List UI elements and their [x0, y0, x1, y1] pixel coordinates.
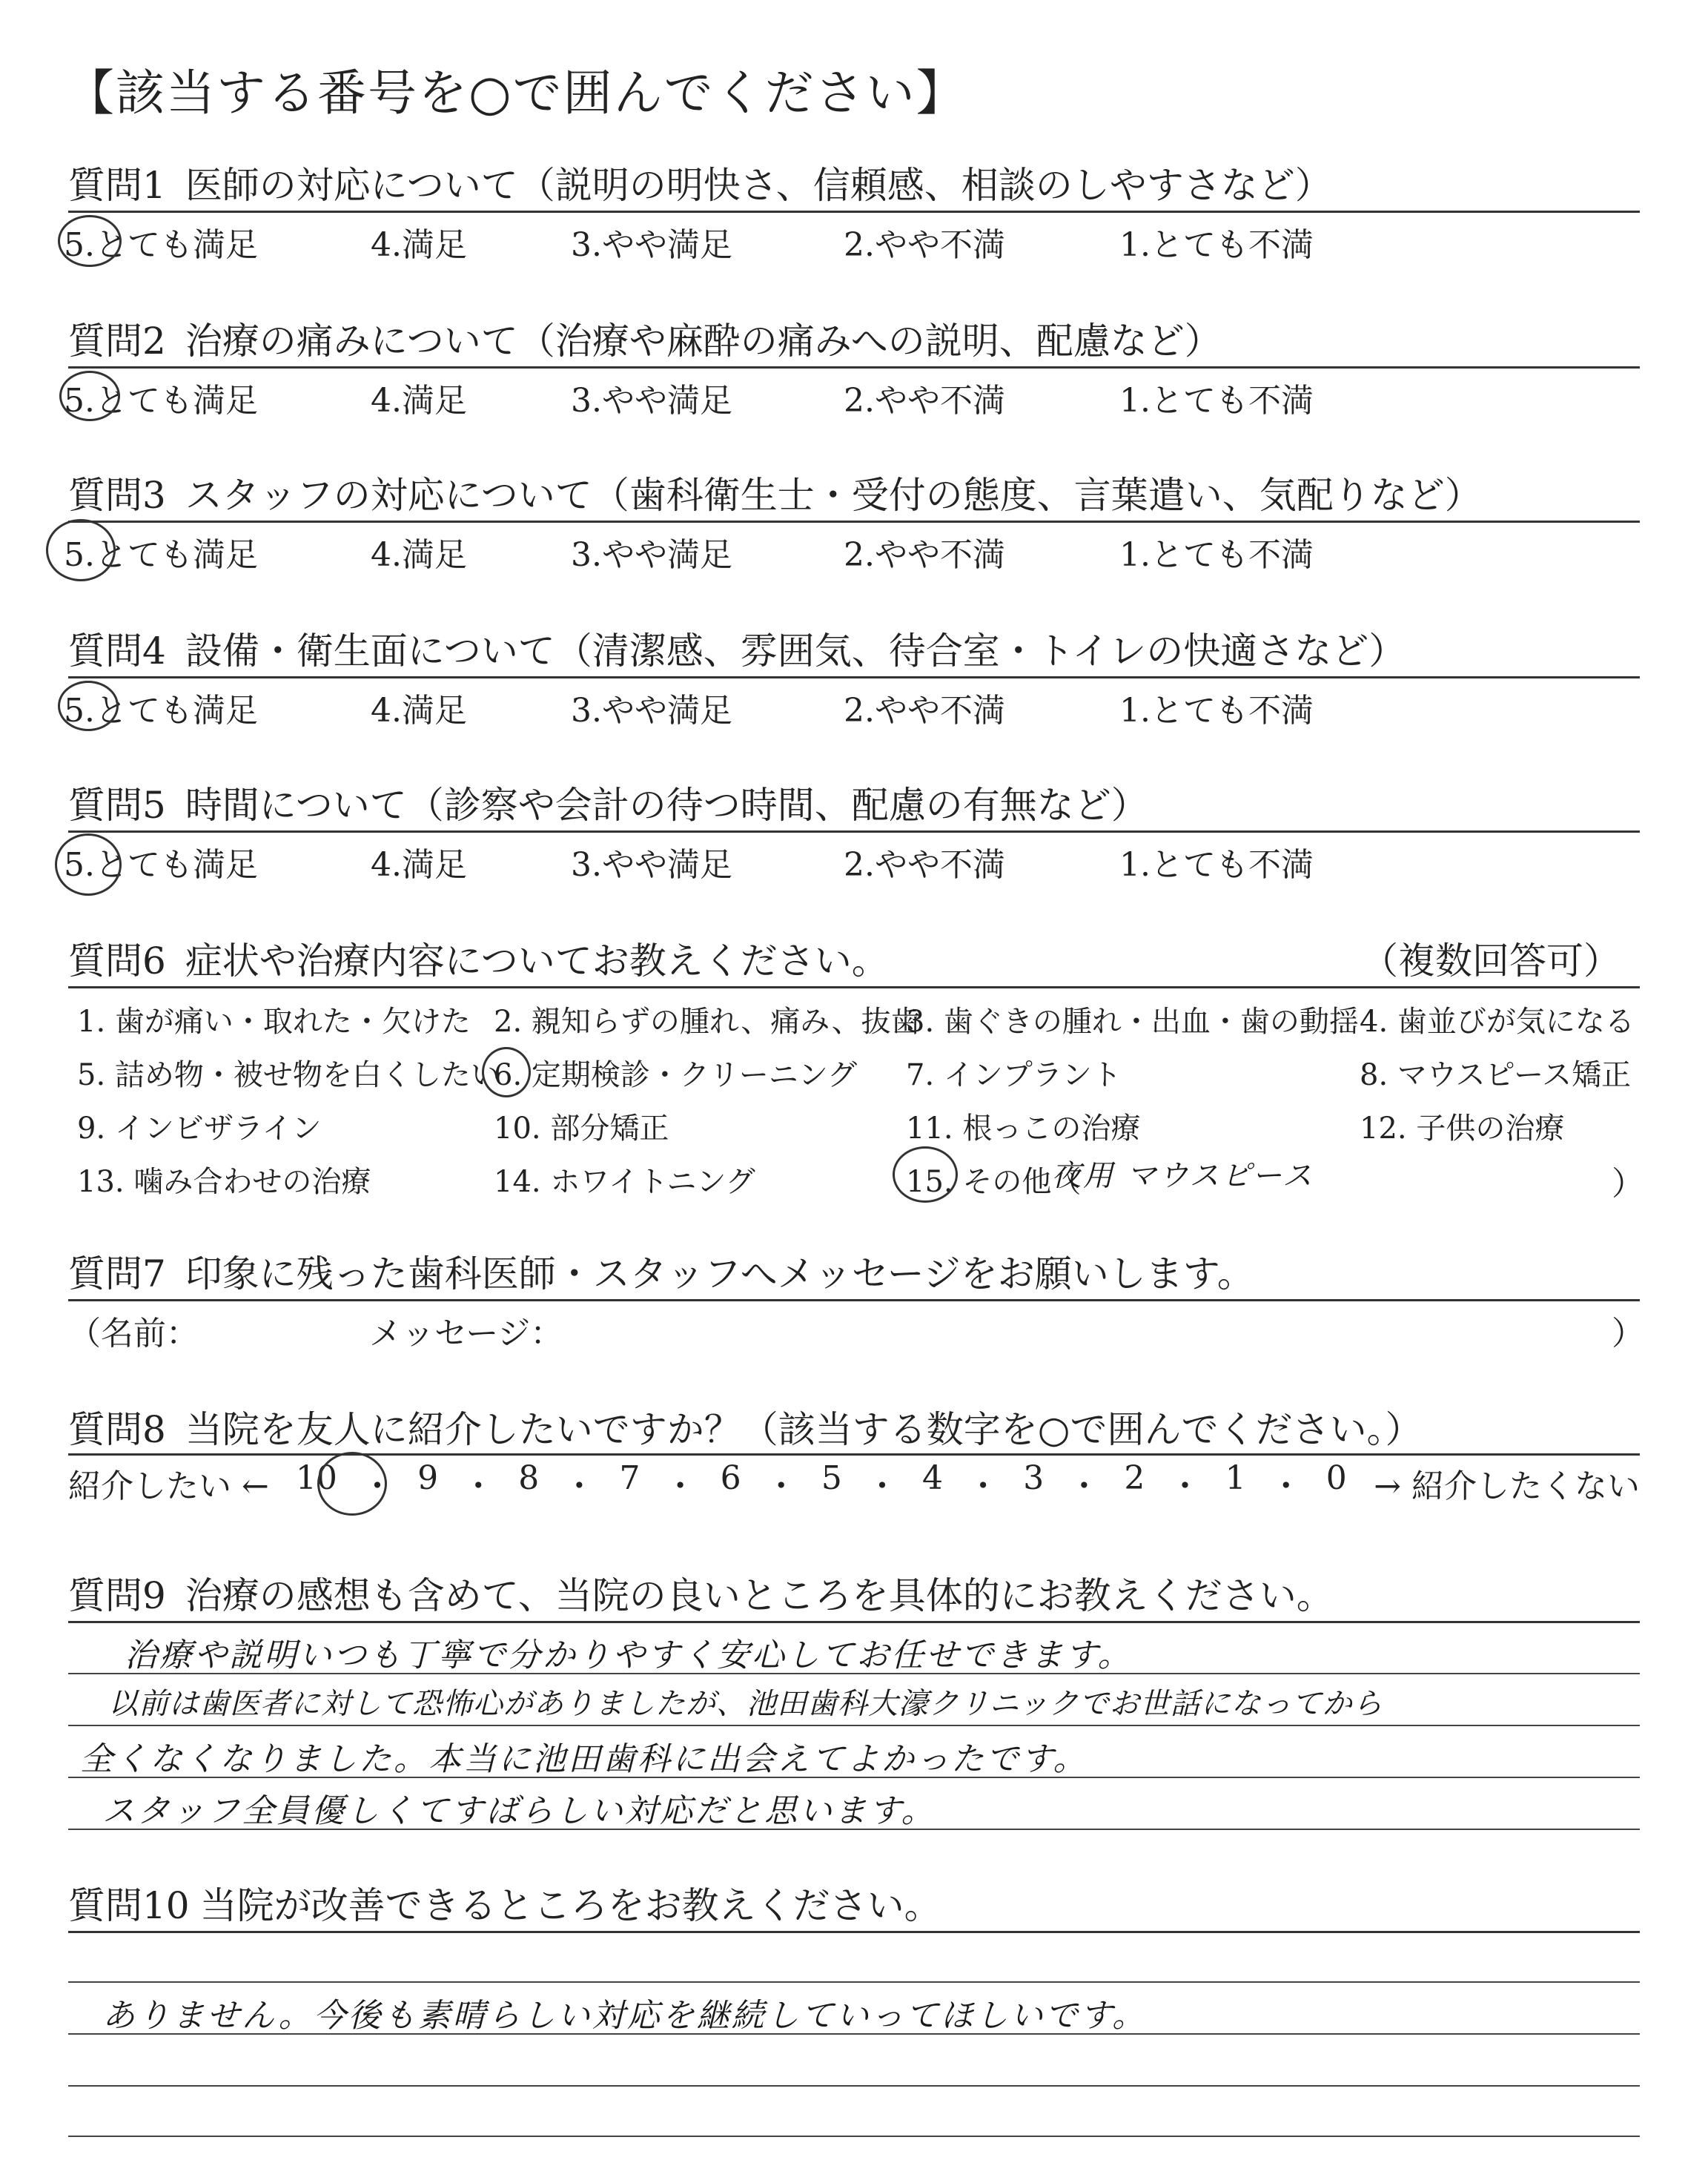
- question-10-line-4: [68, 2136, 1640, 2137]
- question-1-options: [0, 218, 1708, 262]
- question-6-other-answer: 夜用 マウスピース: [1051, 1159, 1314, 1193]
- question-8-scale-number[interactable]: 9: [417, 1459, 439, 1497]
- question-6-title: [68, 931, 889, 985]
- question-6-option[interactable]: 3. 歯ぐきの腫れ・出血・歯の動揺: [906, 1005, 1359, 1039]
- question-8-scale-number[interactable]: 8: [518, 1459, 540, 1497]
- question-8-separator: ・: [1168, 1467, 1202, 1505]
- question-7-text: 印象に残った歯科医師・スタッフへメッセージをお願いします。: [185, 1252, 1254, 1295]
- question-8-scale-number[interactable]: 7: [619, 1459, 640, 1497]
- question-7-rule: [68, 1299, 1640, 1301]
- rating-option[interactable]: 1.とても不満: [1119, 692, 1314, 730]
- question-8-scale-number[interactable]: 2: [1124, 1459, 1145, 1497]
- question-4-title: [68, 621, 1406, 675]
- question-6-option[interactable]: 2. 親知らずの腫れ、痛み、抜歯: [494, 1005, 921, 1039]
- question-7-message-label: メッセージ：: [369, 1315, 563, 1353]
- rating-option[interactable]: 2.やや不満: [844, 382, 1005, 420]
- question-3-rule: [68, 521, 1640, 523]
- question-6-option[interactable]: 9. インビザライン: [77, 1112, 322, 1146]
- question-5-number: 質問5: [68, 784, 166, 827]
- question-8-title: [68, 1400, 1422, 1453]
- rating-option[interactable]: 2.やや不満: [844, 536, 1005, 574]
- rating-option[interactable]: 4.満足: [371, 226, 467, 264]
- question-1-rule: [68, 211, 1640, 213]
- question-3-options: [0, 528, 1708, 572]
- question-2-text: 治療の痛みについて（治療や麻酔の痛みへの説明、配慮など）: [185, 320, 1222, 363]
- question-10-number: 質問10: [68, 1884, 190, 1927]
- question-8-scale-number[interactable]: 3: [1023, 1459, 1045, 1497]
- rating-option[interactable]: 1.とても不満: [1119, 536, 1314, 574]
- question-8-separator: ・: [1068, 1467, 1101, 1505]
- question-9-title: [68, 1566, 1334, 1619]
- question-3-answer-circle: [46, 519, 116, 581]
- question-8-scale-number[interactable]: 5: [821, 1459, 842, 1497]
- question-6-option[interactable]: 6. 定期検診・クリーニング: [494, 1058, 858, 1092]
- question-8-scale-number[interactable]: 0: [1325, 1459, 1347, 1497]
- rating-option[interactable]: 5.とても満足: [64, 692, 258, 730]
- rating-option[interactable]: 1.とても不満: [1119, 226, 1314, 264]
- question-1-number: 質問1: [68, 164, 166, 207]
- question-9-answer-line-2: 以前は歯医者に対して恐怖心がありましたが、池田歯科大濠クリニックでお世話になってから: [108, 1687, 1383, 1721]
- question-2-answer-circle: [59, 371, 120, 421]
- question-5-options: [0, 838, 1708, 882]
- question-8-number: 質問8: [68, 1408, 166, 1451]
- question-7-number: 質問7: [68, 1252, 166, 1295]
- question-2-rule: [68, 366, 1640, 369]
- question-6-option[interactable]: 12. 子供の治療: [1360, 1112, 1565, 1146]
- rating-option[interactable]: 4.満足: [371, 536, 467, 574]
- question-3-title: [68, 466, 1482, 519]
- question-2-number: 質問2: [68, 320, 166, 363]
- question-8-rule: [68, 1453, 1640, 1456]
- rating-option[interactable]: 3.やや満足: [571, 846, 732, 884]
- question-8-scale-number[interactable]: 1: [1225, 1459, 1246, 1497]
- question-8-separator: ・: [462, 1467, 495, 1505]
- question-4-options: [0, 684, 1708, 728]
- question-9-answer-line-4: スタッフ全員優しくてすばらしい対応だと思います。: [102, 1792, 936, 1830]
- question-6-option[interactable]: 14. ホワイトニング: [494, 1165, 755, 1199]
- question-6-option[interactable]: 8. マウスピース矯正: [1360, 1058, 1632, 1092]
- question-6-multiple-note: （複数回答可）: [1361, 939, 1621, 982]
- question-5-answer-circle: [55, 833, 122, 896]
- question-6-circle-15: [893, 1146, 958, 1203]
- question-9-number: 質問9: [68, 1574, 166, 1617]
- question-5-rule: [68, 830, 1640, 833]
- question-10-text: 当院が改善できるところをお教えください。: [199, 1884, 941, 1927]
- question-1-answer-circle: [58, 215, 122, 267]
- rating-option[interactable]: 2.やや不満: [844, 846, 1005, 884]
- question-10-title: [68, 1876, 941, 1929]
- rating-option[interactable]: 2.やや不満: [844, 226, 1005, 264]
- question-7-name-label: （名前：: [68, 1315, 199, 1353]
- question-6-option[interactable]: 10. 部分矯正: [494, 1112, 669, 1146]
- question-7-title: [68, 1244, 1254, 1298]
- rating-option[interactable]: 4.満足: [371, 382, 467, 420]
- rating-option[interactable]: 3.やや満足: [571, 536, 732, 574]
- question-4-rule: [68, 676, 1640, 678]
- question-10-answer-line-2: ありません。今後も素晴らしい対応を継続していってほしいです。: [102, 1997, 1148, 2035]
- question-8-separator: ・: [967, 1467, 1000, 1505]
- question-4-answer-circle: [58, 681, 119, 731]
- question-8-separator: ・: [663, 1467, 697, 1505]
- question-5-title: [68, 776, 1148, 829]
- question-9-line-2: [68, 1725, 1640, 1726]
- question-8-separator: ・: [1269, 1467, 1302, 1505]
- question-8-scale-number[interactable]: 4: [922, 1459, 944, 1497]
- question-6-option[interactable]: 11. 根っこの治療: [906, 1112, 1141, 1146]
- rating-option[interactable]: 4.満足: [371, 692, 467, 730]
- question-9-answer-line-3: 全くなくなりました。本当に池田歯科に出会えてよかったです。: [80, 1740, 1088, 1778]
- question-6-option[interactable]: 7. インプラント: [906, 1058, 1122, 1092]
- question-6-number: 質問6: [68, 939, 166, 982]
- question-6-close-paren: ）: [1612, 1165, 1644, 1203]
- rating-option[interactable]: 3.やや満足: [571, 382, 732, 420]
- question-6-option[interactable]: 4. 歯並びが気になる: [1360, 1005, 1635, 1039]
- question-10-line-3: [68, 2085, 1640, 2087]
- rating-option[interactable]: 2.やや不満: [844, 692, 1005, 730]
- question-5-text: 時間について（診察や会計の待つ時間、配慮の有無など）: [185, 784, 1148, 827]
- rating-option[interactable]: 5.とても満足: [64, 382, 258, 420]
- question-7-close-paren: ）: [1612, 1315, 1644, 1353]
- rating-option[interactable]: 1.とても不満: [1119, 846, 1314, 884]
- question-1-text: 医師の対応について（説明の明快さ、信頼感、相談のしやすさなど）: [185, 164, 1332, 207]
- question-6-rule: [68, 986, 1640, 988]
- question-10-line-1: [68, 1981, 1640, 1983]
- rating-option[interactable]: 4.満足: [371, 846, 467, 884]
- question-6-option[interactable]: 5. 詰め物・被せ物を白くしたい: [77, 1058, 500, 1092]
- question-6-circle-6: [482, 1047, 531, 1097]
- question-10-rule: [68, 1931, 1640, 1933]
- question-8-scale-number[interactable]: 10: [295, 1459, 337, 1497]
- instructions-header: 【該当する番号を○で囲んでください】: [65, 65, 967, 122]
- question-6-option[interactable]: 15. その他（: [906, 1165, 1082, 1199]
- question-8-separator: ・: [865, 1467, 898, 1505]
- question-8-number-scale: [269, 1459, 1374, 1507]
- question-8-text: 当院を友人に紹介したいですか？（該当する数字を○で囲んでください。）: [185, 1408, 1423, 1451]
- question-8-separator: ・: [361, 1467, 394, 1505]
- rating-option[interactable]: 3.やや満足: [571, 226, 732, 264]
- question-9-text: 治療の感想も含めて、当院の良いところを具体的にお教えください。: [185, 1574, 1334, 1617]
- question-8-scale: [68, 1459, 1640, 1507]
- question-8-scale-number[interactable]: 6: [720, 1459, 741, 1497]
- rating-option[interactable]: 1.とても不満: [1119, 382, 1314, 420]
- question-3-text: スタッフの対応について（歯科衛生士・受付の態度、言葉遣い、気配りなど）: [185, 474, 1482, 517]
- question-2-title: [68, 311, 1222, 365]
- rating-option[interactable]: 3.やや満足: [571, 692, 732, 730]
- question-6-option[interactable]: 13. 噛み合わせの治療: [77, 1165, 371, 1199]
- question-2-options: [0, 374, 1708, 418]
- question-6-option[interactable]: 1. 歯が痛い・取れた・欠けた: [77, 1005, 471, 1039]
- question-8-answer-circle: [317, 1452, 387, 1516]
- rating-option[interactable]: 5.とても満足: [64, 846, 258, 884]
- question-8-separator: ・: [764, 1467, 798, 1505]
- question-6-text: 症状や治療内容についてお教えください。: [185, 939, 889, 982]
- question-8-right-label: → 紹介したくない: [1374, 1467, 1640, 1505]
- rating-option[interactable]: 5.とても満足: [64, 536, 258, 574]
- rating-option[interactable]: 5.とても満足: [64, 226, 258, 264]
- question-4-text: 設備・衛生面について（清潔感、雰囲気、待合室・トイレの快適さなど）: [185, 630, 1406, 673]
- question-1-title: [68, 156, 1332, 209]
- question-3-number: 質問3: [68, 474, 166, 517]
- question-9-answer-line-1: 治療や説明いつも丁寧で分かりやすく安心してお任せできます。: [125, 1636, 1133, 1674]
- question-8-left-label: 紹介したい ←: [68, 1467, 269, 1505]
- question-8-separator: ・: [563, 1467, 596, 1505]
- question-9-rule: [68, 1621, 1640, 1623]
- question-4-number: 質問4: [68, 630, 166, 673]
